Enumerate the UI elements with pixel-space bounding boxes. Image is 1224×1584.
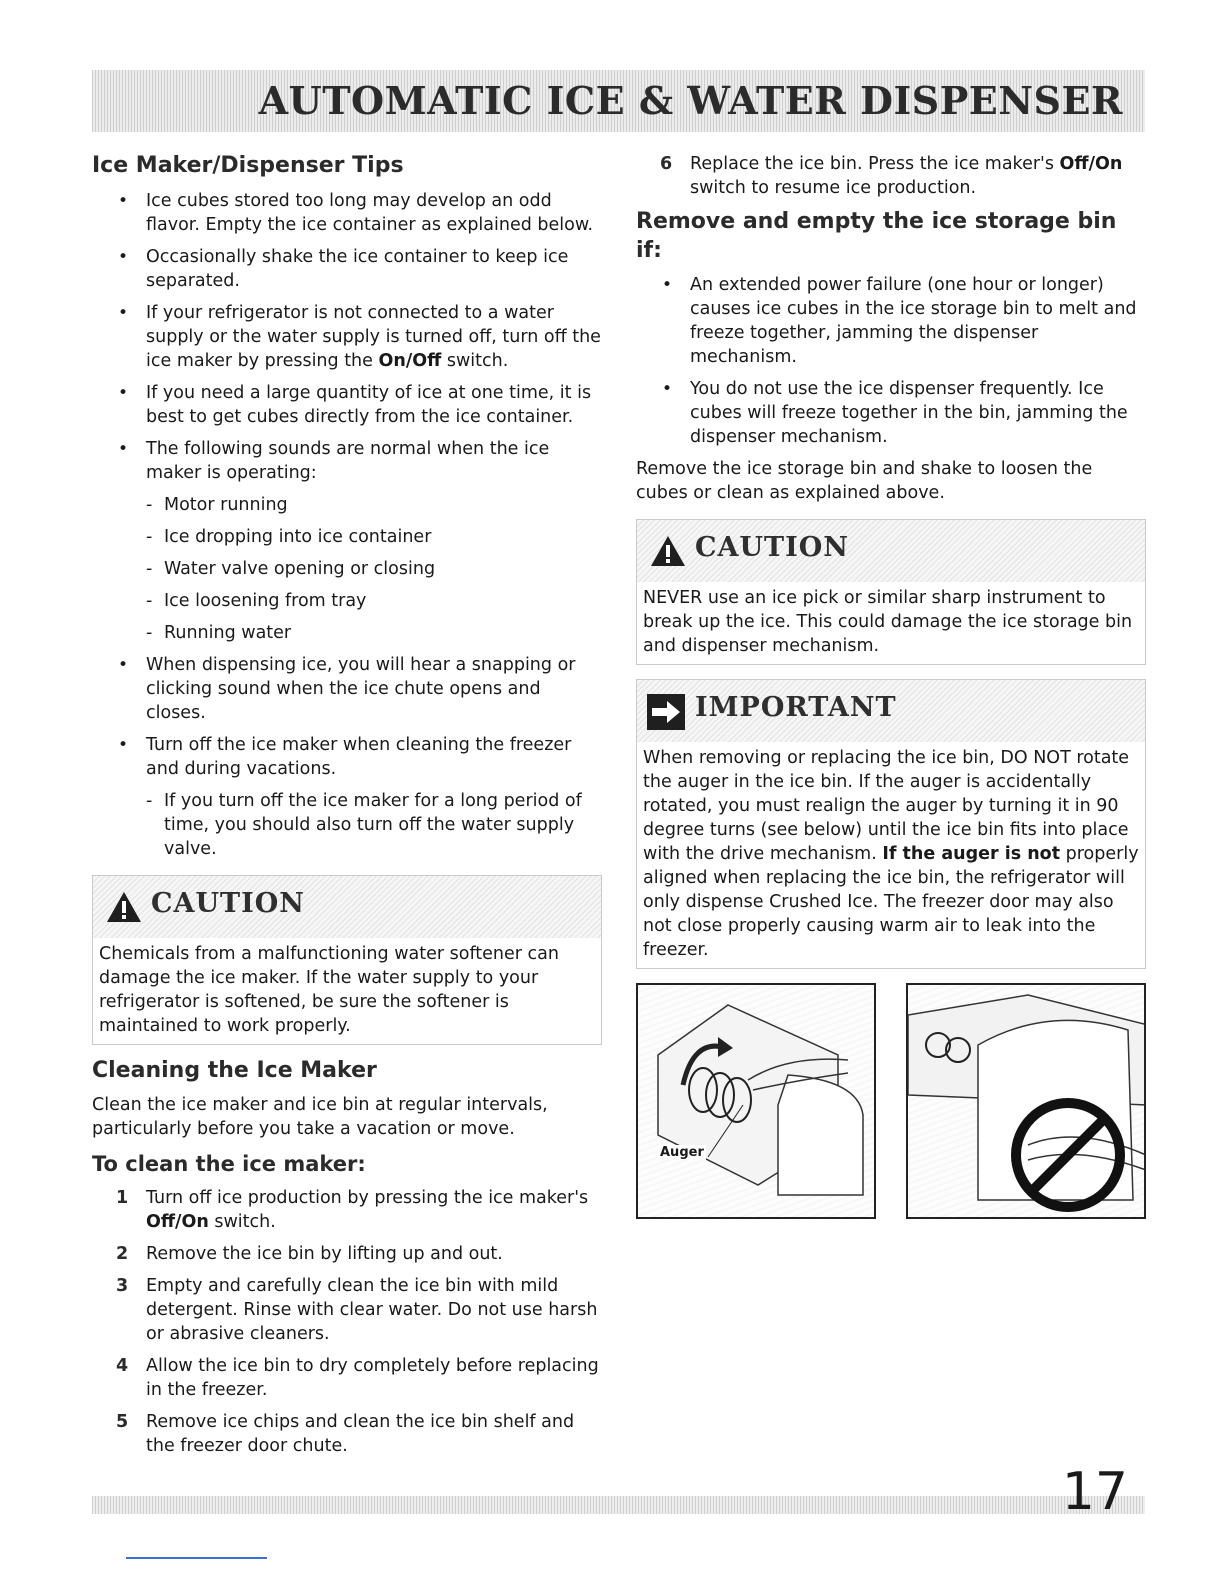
list-item (636, 273, 1146, 369)
caution-text: Chemicals from a malfunctioning water softener can damage the ice maker. If the water supply to your refrigerator is softened, be sure the softener is maintained to work properly. (99, 943, 559, 1036)
tip-text: The following sounds are normal when the ice maker is operating: (146, 438, 550, 483)
cleaning-steps-continued (636, 152, 1146, 200)
step-text: Remove ice chips and clean the ice bin shelf and the freezer door chute. (146, 1412, 575, 1457)
important-header (637, 680, 1145, 742)
list-item (92, 301, 602, 373)
do-not-rotate-illustration (908, 985, 1146, 1219)
sounds-list (146, 493, 602, 645)
page-title: AUTOMATIC ICE & WATER DISPENSER (258, 78, 1123, 123)
list-item: - Motor running (146, 493, 602, 517)
list-item (92, 1354, 602, 1402)
switch-label: On/Off (378, 350, 442, 371)
cleaning-steps (92, 1186, 602, 1458)
tips-heading: Ice Maker/Dispenser Tips (92, 153, 404, 178)
warning-triangle-icon (105, 890, 143, 924)
list-item: - If you turn off the ice maker for a long period of time, you should also turn off the water supply valve. (146, 789, 602, 861)
do-not-rotate-figure (906, 983, 1146, 1219)
caution-header (93, 876, 601, 938)
tip-text: Ice cubes stored too long may develop an odd flavor. Empty the ice container as explained below. (146, 190, 594, 235)
clean-subheading: To clean the ice maker: (92, 1152, 366, 1177)
list-item (92, 1242, 602, 1266)
step-number: 4 (116, 1356, 129, 1377)
cleaning-intro: Clean the ice maker and ice bin at regular intervals, particularly before you take a vacation or move. (92, 1095, 548, 1140)
list-item: - Ice dropping into ice container (146, 525, 602, 549)
step-number: 2 (116, 1244, 129, 1265)
important-text-part: properly aligned when replacing the ice bin, the refrigerator will only dispense Crushed Ice. The freezer door may also not close properly causing warm air to leak into the freezer. (643, 844, 1139, 961)
step-number: 1 (116, 1188, 129, 1209)
step-text-part: switch to resume ice production. (690, 178, 977, 198)
list-item: - Water valve opening or closing (146, 557, 602, 581)
important-emphasis: If the auger is not (882, 844, 1061, 865)
step-text (690, 152, 1146, 200)
list-item (92, 245, 602, 293)
tip-text: If your refrigerator is not connected to a water supply or the water supply is turned off, turn off the ice maker by pressing the (146, 302, 601, 371)
step-text-part: switch. (208, 1212, 276, 1233)
step-text: Remove the ice bin by lifting up and out. (146, 1244, 503, 1265)
list-item (92, 733, 602, 861)
caution-header (637, 520, 1145, 582)
switch-label: Off/On (1059, 154, 1123, 174)
scan-artifact-line (126, 1557, 267, 1559)
vacation-sublist (146, 789, 602, 861)
list-item (92, 653, 602, 725)
step-number: 5 (116, 1412, 129, 1433)
caution-box-ice-pick (636, 519, 1146, 665)
list-item (92, 381, 602, 429)
auger-rotate-illustration (638, 985, 876, 1219)
page-number: 17 (1061, 1462, 1128, 1522)
list-item: - Running water (146, 621, 602, 645)
step-number: 6 (660, 154, 673, 174)
header-band (92, 70, 1145, 132)
list-item (92, 1186, 602, 1234)
caution-title: CAUTION (695, 532, 849, 564)
tip-text: Occasionally shake the ice container to keep ice separated. (146, 246, 569, 291)
remove-bin-list (636, 273, 1146, 449)
step-text: Allow the ice bin to dry completely before replacing in the freezer. (146, 1356, 599, 1401)
step-text-part: Replace the ice bin. Press the ice maker's (690, 154, 1060, 174)
left-column (92, 152, 602, 1466)
auger-figures (636, 983, 1146, 1219)
arrow-right-icon (647, 694, 685, 730)
important-title: IMPORTANT (695, 692, 897, 724)
caution-text: NEVER use an ice pick or similar sharp instrument to break up the ice. This could damage the ice storage bin and dispenser mechanism. (643, 588, 1133, 657)
right-column (636, 152, 1146, 1219)
auger-rotate-figure (636, 983, 876, 1219)
tip-text: switch. (441, 350, 509, 371)
step-number: 3 (116, 1276, 129, 1297)
tips-list (92, 189, 602, 861)
important-text (637, 742, 1145, 968)
list-item (92, 189, 602, 237)
list-item (92, 1410, 602, 1458)
switch-label: Off/On (146, 1212, 209, 1233)
list-item (92, 437, 602, 645)
tip-text: When dispensing ice, you will hear a snapping or clicking sound when the ice chute opens and closes. (146, 654, 576, 723)
list-item: - Ice loosening from tray (146, 589, 602, 613)
important-box (636, 679, 1146, 969)
list-item (92, 1274, 602, 1346)
footer-band (92, 1496, 1145, 1514)
remove-bin-heading: Remove and empty the ice storage bin if: (636, 209, 1117, 263)
list-item (636, 152, 1146, 200)
cleaning-heading: Cleaning the Ice Maker (92, 1057, 377, 1083)
remove-closing: Remove the ice storage bin and shake to loosen the cubes or clean as explained above. (636, 459, 1093, 504)
step-text-part: Turn off ice production by pressing the ice maker's (146, 1188, 589, 1209)
remove-text: An extended power failure (one hour or longer) causes ice cubes in the ice storage bin to melt and freeze together, jamming the dispenser mechanism. (690, 275, 1137, 368)
step-text: Empty and carefully clean the ice bin with mild detergent. Rinse with clear water. Do not use harsh or abrasive cleaners. (146, 1276, 598, 1345)
important-text-part: When removing or replacing the ice bin, DO NOT rotate the auger in the ice bin. If the auger is accidentally rotated, you must realign the auger by turning it in 90 degree turns (see below) until the ice bin fits into place with the drive mechanism. (643, 748, 1130, 865)
caution-box-softener (92, 875, 602, 1045)
tip-text: If you need a large quantity of ice at one time, it is best to get cubes directly from the ice container. (146, 382, 592, 427)
tip-text: Turn off the ice maker when cleaning the freezer and during vacations. (146, 734, 572, 779)
list-item (636, 377, 1146, 449)
warning-triangle-icon (649, 534, 687, 568)
remove-text: You do not use the ice dispenser frequently. Ice cubes will freeze together in the bin, jamming the dispenser mechanism. (690, 379, 1128, 448)
step-text (146, 1186, 602, 1234)
caution-title: CAUTION (151, 887, 305, 919)
auger-label: Auger (660, 1145, 704, 1161)
